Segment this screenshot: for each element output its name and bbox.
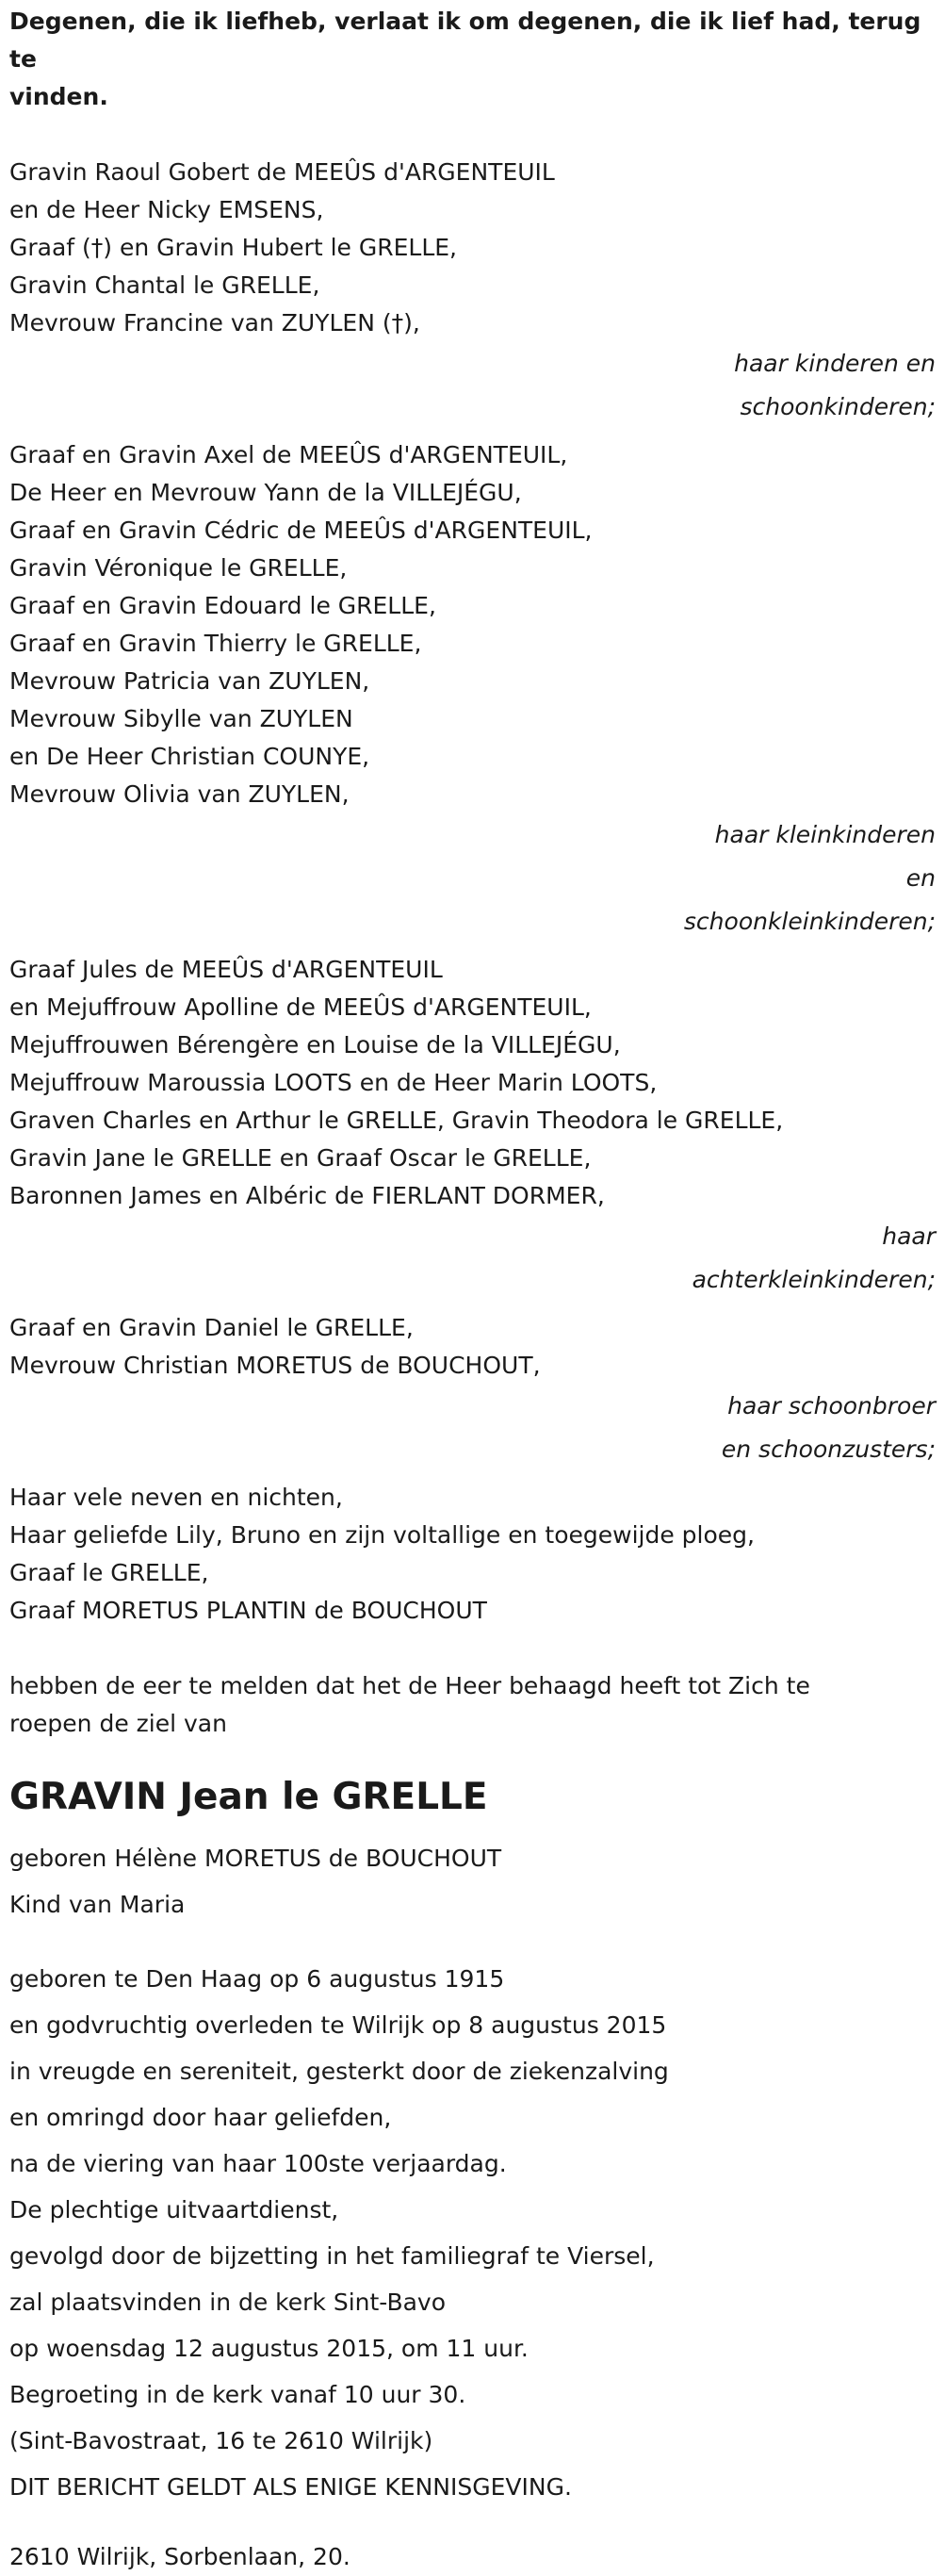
name-line: De Heer en Mevrouw Yann de la VILLEJÉGU, <box>9 479 522 506</box>
detail-line: en omringd door haar geliefden, <box>9 2104 392 2131</box>
name-line: Graaf en Gravin Edouard le GRELLE, <box>9 592 436 619</box>
detail-line: en godvruchtig overleden te Wilrijk op 8 augustus 2015 <box>9 2011 667 2039</box>
birth-info <box>9 1835 936 1928</box>
relation-line: haar schoonbroer <box>727 1392 936 1419</box>
intro-line: vinden. <box>9 83 108 110</box>
relation-line: haar <box>882 1222 936 1250</box>
name-line: Gravin Raoul Gobert de MEEÛS d'ARGENTEUIL <box>9 158 555 186</box>
name-line: Gravin Chantal le GRELLE, <box>9 271 320 299</box>
intro-quote <box>9 3 936 116</box>
detail-line: geboren te Den Haag op 6 augustus 1915 <box>9 1965 505 1993</box>
announcement <box>9 1667 936 1743</box>
detail-line: Begroeting in de kerk vanaf 10 uur 30. <box>9 2381 466 2408</box>
relation-label <box>9 1215 936 1302</box>
relation-line: en <box>905 864 936 892</box>
address: 2610 Wilrijk, Sorbenlaan, 20. <box>9 2543 350 2570</box>
announcement-line: roepen de ziel van <box>9 1710 227 1737</box>
detail-line: De plechtige uitvaartdienst, <box>9 2196 339 2223</box>
name-line: Mevrouw Patricia van ZUYLEN, <box>9 667 370 695</box>
birth-line: Kind van Maria <box>9 1891 186 1918</box>
name-line: Haar vele neven en nichten, <box>9 1484 343 1511</box>
name-line: Graaf en Gravin Axel de MEEÛS d'ARGENTEUIL, <box>9 441 568 468</box>
name-line: Mevrouw Christian MORETUS de BOUCHOUT, <box>9 1352 541 1379</box>
detail-line: DIT BERICHT GELDT ALS ENIGE KENNISGEVING. <box>9 2473 572 2501</box>
other-relatives-group <box>9 1479 936 1630</box>
name-line: en De Heer Christian COUNYE, <box>9 743 370 770</box>
detail-line: op woensdag 12 augustus 2015, om 11 uur. <box>9 2335 529 2362</box>
name-line: Graaf en Gravin Thierry le GRELLE, <box>9 630 422 657</box>
detail-line: na de viering van haar 100ste verjaardag. <box>9 2150 507 2177</box>
relation-line: achterkleinkinderen; <box>692 1266 936 1293</box>
name-line: Graven Charles en Arthur le GRELLE, Gravin Theodora le GRELLE, <box>9 1107 784 1134</box>
name-line: Graaf (†) en Gravin Hubert le GRELLE, <box>9 234 457 261</box>
name-line: Graaf en Gravin Daniel le GRELLE, <box>9 1314 414 1341</box>
name-line: Baronnen James en Albéric de FIERLANT DORMER, <box>9 1182 605 1209</box>
announcement-line: hebben de eer te melden dat het de Heer behaagd heeft tot Zich te <box>9 1672 810 1699</box>
relation-line: haar kleinkinderen <box>714 821 936 848</box>
detail-line: (Sint-Bavostraat, 16 te 2610 Wilrijk) <box>9 2427 433 2454</box>
name-line: Haar geliefde Lily, Bruno en zijn voltallige en toegewijde ploeg, <box>9 1521 755 1549</box>
name-line: Mevrouw Francine van ZUYLEN (†), <box>9 309 420 336</box>
name-line: Graaf le GRELLE, <box>9 1559 209 1586</box>
name-line: en Mejuffrouw Apolline de MEEÛS d'ARGENTEUIL, <box>9 993 592 1021</box>
relation-line: en schoonzusters; <box>721 1436 936 1463</box>
name-line: Mevrouw Sibylle van ZUYLEN <box>9 705 353 732</box>
name-line: Graaf en Gravin Cédric de MEEÛS d'ARGENTEUIL, <box>9 517 593 544</box>
obituary-document <box>0 3 945 2576</box>
relation-line: haar kinderen en <box>734 350 936 377</box>
detail-line: zal plaatsvinden in de kerk Sint-Bavo <box>9 2289 447 2316</box>
children-group <box>9 154 936 429</box>
name-line: en de Heer Nicky EMSENS, <box>9 196 324 223</box>
intro-line: Degenen, die ik liefheb, verlaat ik om degenen, die ik lief had, terug te <box>9 8 921 73</box>
name-line: Graaf MORETUS PLANTIN de BOUCHOUT <box>9 1597 487 1624</box>
birth-line: geboren Hélène MORETUS de BOUCHOUT <box>9 1845 502 1872</box>
in-laws-group <box>9 1309 936 1471</box>
relation-label <box>9 342 936 429</box>
deceased-name: GRAVIN Jean le GRELLE <box>9 1776 488 1818</box>
name-line: Mejuffrouw Maroussia LOOTS en de Heer Marin LOOTS, <box>9 1069 658 1096</box>
grandchildren-group <box>9 436 936 943</box>
name-line: Mejuffrouwen Bérengère en Louise de la VILLEJÉGU, <box>9 1031 621 1058</box>
detail-line: gevolgd door de bijzetting in het familiegraf te Viersel, <box>9 2242 655 2270</box>
relation-label <box>9 813 936 943</box>
name-line: Graaf Jules de MEEÛS d'ARGENTEUIL <box>9 956 443 983</box>
relation-line: schoonkinderen; <box>740 393 936 420</box>
great-grandchildren-group <box>9 951 936 1302</box>
relation-label <box>9 1385 936 1471</box>
detail-line: in vreugde en sereniteit, gesterkt door de ziekenzalving <box>9 2058 669 2085</box>
relation-line: schoonkleinkinderen; <box>683 908 936 935</box>
ceremony-details <box>9 1956 936 2510</box>
name-line: Gravin Jane le GRELLE en Graaf Oscar le GRELLE, <box>9 1144 592 1172</box>
name-line: Gravin Véronique le GRELLE, <box>9 554 348 582</box>
name-line: Mevrouw Olivia van ZUYLEN, <box>9 780 350 808</box>
